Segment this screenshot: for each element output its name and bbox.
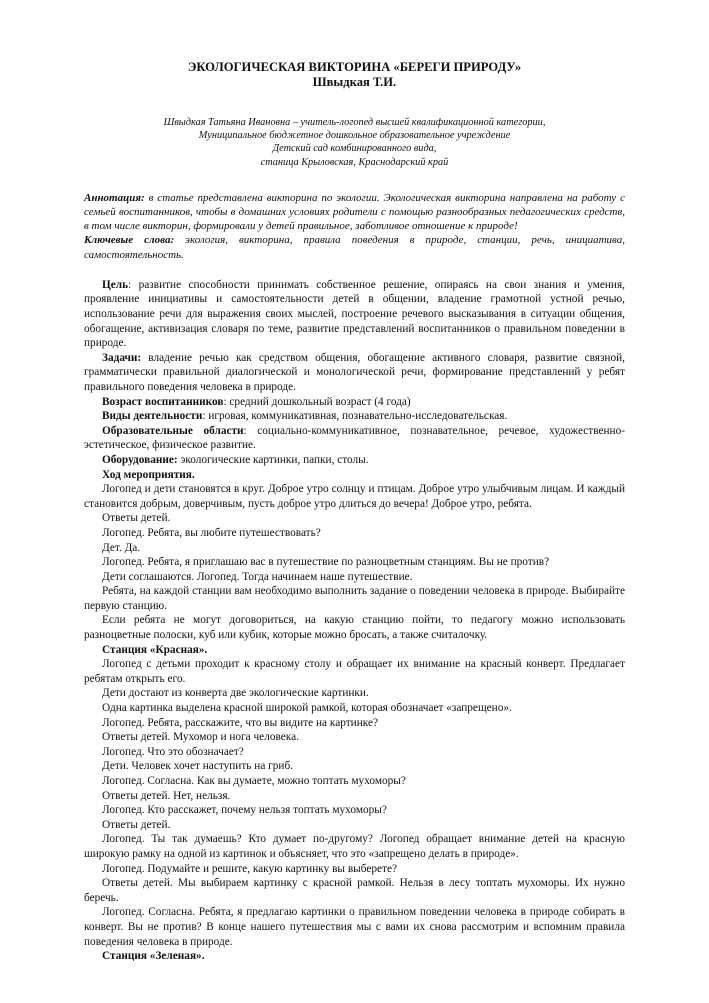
paragraph-text: владение речью как средством общения, обогащение активного словаря, развитие связной, грамматически правильной диалогической и монологической речи, формирование представлений у ребят правильного поведения человека в природе. (84, 351, 625, 393)
keywords-text: экология, викторина, правила поведения в природе, станции, речь, инициатива, самостоятельность. (84, 234, 625, 261)
paragraph (84, 541, 625, 556)
affiliation-line: Швыдкая Татьяна Ивановна – учитель-логопед высшей квалификационной категории, (163, 117, 546, 128)
paragraph-text: : игровая, коммуникативная, познавательно-исследовательская. (202, 410, 508, 423)
paragraph-text: Логопед. Ты так думаешь? Кто думает по-другому? Логопед обращает внимание детей на красную широкую рамку на одной из картинок и объясняет, что это «запрещено делать в природе». (84, 833, 625, 860)
paragraph (84, 759, 625, 774)
paragraph-text: Логопед и дети становятся в круг. Доброе утро солнцу и птицам. Доброе утро улыбчивым лицам. И каждый становится добрым, доверчивым, пусть доброе утро длиться до вечера! Доброе утро, ребята. (84, 483, 625, 510)
paragraph (84, 905, 625, 949)
keywords (84, 233, 625, 261)
paragraph (84, 774, 625, 789)
paragraph-label: Образовательные области (102, 424, 244, 437)
paragraph-text: : развитие способности принимать собственное решение, опираясь на свои знания и умения, проявление инициативы и самостоятельности детей в общении, владение грамотной устной речью, использование речи для выражения своих мыслей, построение речевого высказывания в ситуации общения, обогащение, активизация словаря по теме, развитие представлений воспитанников о правильном поведении в природе. (84, 278, 625, 350)
paragraph-text: Логопед. Подумайте и решите, какую картинку вы выберете? (102, 862, 397, 875)
body-text (84, 278, 625, 964)
paragraph (84, 745, 625, 760)
paragraph-text: Дети соглашаются. Логопед. Тогда начинаем наше путешествие. (102, 570, 413, 583)
annotation-label: Аннотация: (84, 191, 145, 204)
paragraph-text: Логопед с детьми проходит к красному столу и обращает их внимание на красный конверт. Предлагает ребятам открыть его. (84, 658, 625, 685)
document-title: ЭКОЛОГИЧЕСКАЯ ВИКТОРИНА «БЕРЕГИ ПРИРОДУ» (187, 60, 522, 74)
paragraph (84, 716, 625, 731)
paragraph-label: Возраст воспитанников (102, 395, 224, 408)
paragraph-text: Ответы детей. (102, 512, 171, 525)
paragraph-text: Ответы детей. Мухомор и нога человека. (102, 731, 299, 744)
paragraph-text: Логопед. Что это обозначает? (102, 745, 244, 758)
paragraph-text: : средний дошкольный возраст (4 года) (223, 395, 411, 408)
section-heading (84, 468, 625, 483)
paragraph-text: Дет. Да. (102, 541, 141, 554)
paragraph-text: экологические картинки, папки, столы. (177, 453, 369, 466)
paragraph (84, 584, 625, 613)
abstract-block (84, 191, 625, 262)
paragraph (84, 409, 625, 424)
affiliation-line: станица Крыловская, Краснодарский край (260, 156, 449, 168)
paragraph-text: Логопед. Ребята, расскажите, что вы видите на картинке? (102, 716, 378, 729)
paragraph (84, 395, 625, 410)
document-author: Швыдкая Т.И. (312, 75, 397, 89)
paragraph (84, 482, 625, 511)
paragraph (84, 570, 625, 585)
paragraph-text: Логопед. Ребята, вы любите путешествовать? (102, 526, 321, 539)
paragraph (84, 511, 625, 526)
author-affiliation (84, 116, 625, 169)
paragraph (84, 876, 625, 905)
paragraph-text: Логопед. Ребята, я приглашаю вас в путешествие по разноцветным станциям. Вы не против? (102, 556, 550, 569)
paragraph (84, 351, 625, 395)
paragraph-label: Станция «Зеленая». (102, 950, 205, 963)
paragraph-label: Цель (102, 278, 129, 291)
paragraph (84, 555, 625, 570)
paragraph-text: Дети достают из конверта две экологические картинки. (102, 687, 369, 700)
paragraph-text: Логопед. Кто расскажет, почему нельзя топтать мухоморы? (102, 804, 387, 817)
paragraph-label: Оборудование: (102, 453, 178, 466)
annotation-text: в статье представлена викторина по экологии. Экологическая викторина направлена на работу с семьей воспитанников, чтобы в домашних условиях родители с помощью разнообразных педагогических средств, в том числе викторин, формировали у детей правильное, заботливое отношение к природе! (84, 191, 625, 233)
paragraph (84, 818, 625, 833)
paragraph (84, 832, 625, 861)
paragraph-text: Логопед. Согласна. Ребята, я предлагаю картинки о правильном поведении человека в природе собирать в конверт. Вы не против? В конце нашего путешествия мы с вами их снова рассмотрим и вспомним правила поведения человека в природе. (84, 906, 625, 948)
affiliation-line: Детский сад комбинированного вида, (272, 143, 437, 155)
section-heading (84, 643, 625, 658)
paragraph (84, 730, 625, 745)
paragraph-text: Одна картинка выделена красной широкой рамкой, которая обозначает «запрещено». (102, 702, 512, 715)
paragraph-label: Виды деятельности (102, 410, 203, 423)
paragraph-text: Ответы детей. Мы выбираем картинку с красной рамкой. Нельзя в лесу топтать мухоморы. Их нужно беречь. (84, 877, 625, 904)
paragraph (84, 701, 625, 716)
paragraph-text: Ответы детей. (102, 818, 171, 831)
keywords-label: Ключевые слова: (84, 234, 175, 247)
paragraph-text: Дети. Человек хочет наступить на гриб. (102, 760, 294, 773)
paragraph-label: Станция «Красная». (102, 643, 208, 656)
annotation (84, 191, 625, 234)
paragraph-text: Если ребята не могут договориться, на какую станцию пойти, то педагогу можно использовать разноцветные полоски, куб или кубик, которые можно бросать, а также считалочку. (84, 614, 625, 642)
paragraph-text: Логопед. Согласна. Как вы думаете, можно топтать мухоморы? (102, 775, 406, 788)
paragraph (84, 453, 625, 468)
paragraph (84, 278, 625, 351)
paragraph (84, 789, 625, 804)
paragraph (84, 424, 625, 453)
paragraph-text: : социально-коммуникативное, познавательное, речевое, художественно-эстетическое, физическое развитие. (84, 424, 625, 452)
paragraph-label: Задачи: (102, 351, 142, 364)
paragraph-text: Ребята, на каждой станции вам необходимо выполнить задание о поведении человека в природе. Выбирайте первую станцию. (84, 585, 625, 612)
paragraph (84, 526, 625, 541)
paragraph (84, 686, 625, 701)
paragraph (84, 613, 625, 642)
paragraph (84, 862, 625, 877)
affiliation-line: Муниципальное бюджетное дошкольное образовательное учреждение (198, 130, 511, 142)
paragraph (84, 657, 625, 686)
paragraph-label: Ход мероприятия. (102, 468, 195, 481)
paragraph-text: Ответы детей. Нет, нельзя. (102, 789, 231, 802)
section-heading (84, 949, 625, 964)
paragraph (84, 803, 625, 818)
